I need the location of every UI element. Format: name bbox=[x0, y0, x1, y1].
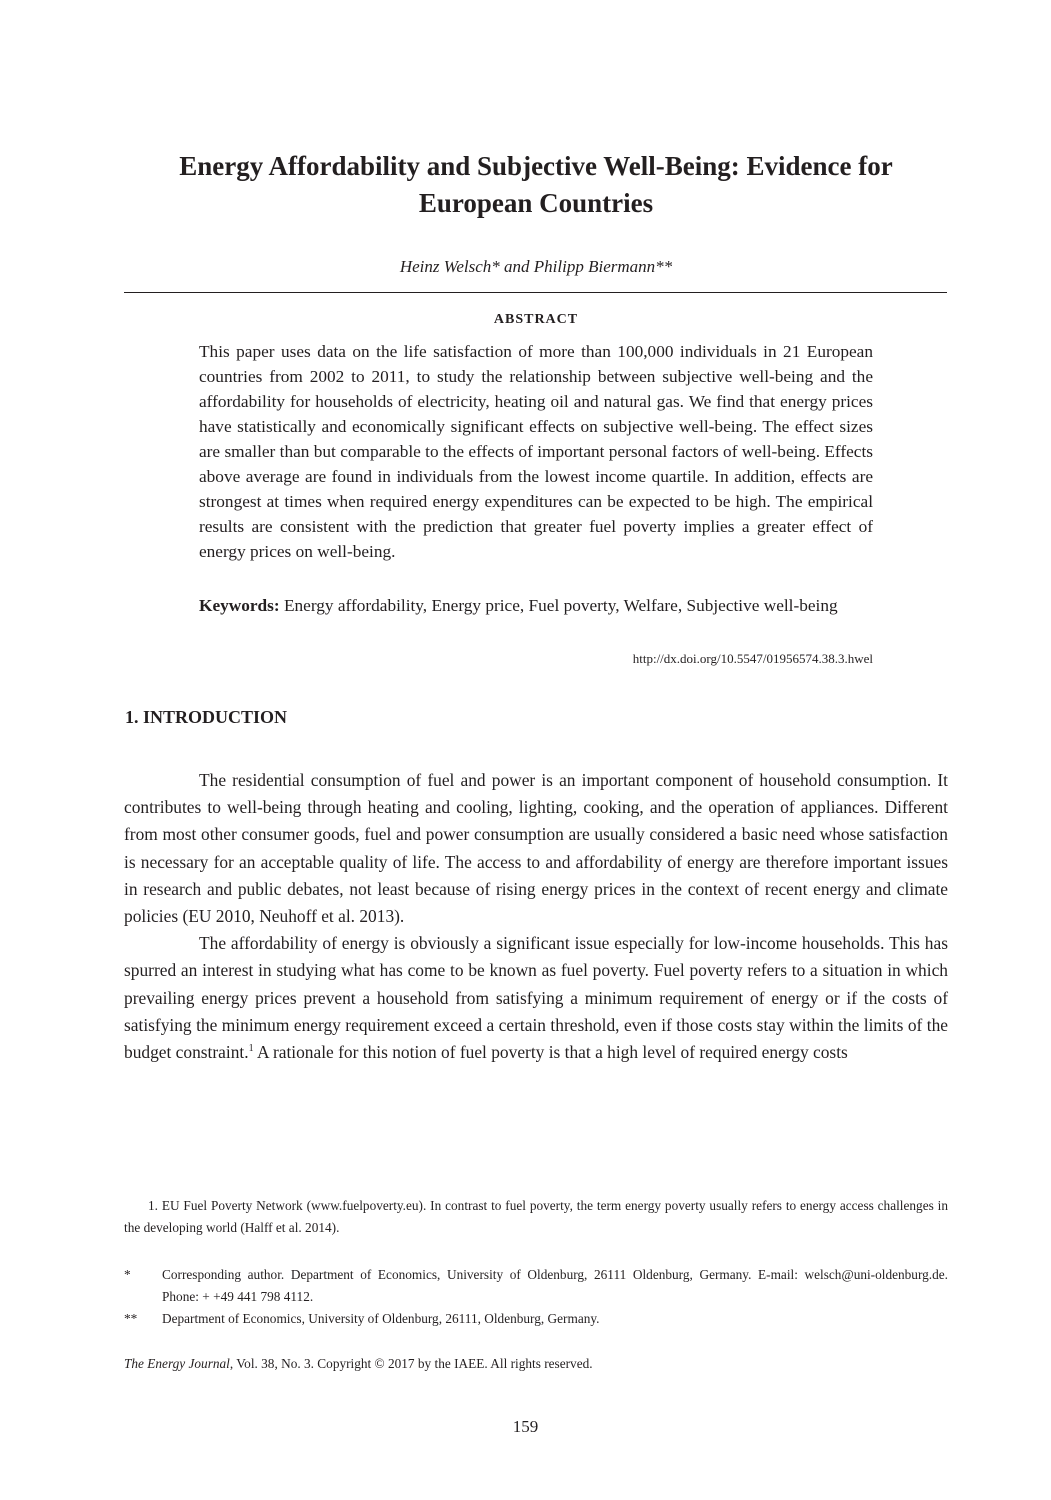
abstract-body bbox=[199, 339, 873, 564]
page-number: 159 bbox=[512, 1417, 539, 1436]
affiliation-2 bbox=[124, 1308, 948, 1330]
abstract-text: This paper uses data on the life satisfaction of more than 100,000 individuals in 21 European countries from 2002 to 2011, to study the relationship between subjective well-being and the affordability for households of electricity, heating oil and natural gas. We find that energy prices have statistically and economically significant effects on subjective well-being. The effect sizes are smaller than but comparable to the effects of important personal factors of well-being. Effects above average are found in individuals from the lowest income quartile. In addition, effects are strongest at times when required energy expenditures can be expected to be high. The empirical results are consistent with the prediction that greater fuel poverty implies a greater effect of energy prices on well-being. bbox=[199, 342, 873, 561]
paragraph-2-continued: A rationale for this notion of fuel poverty is that a high level of required energy costs bbox=[253, 1042, 848, 1063]
affiliation-1-text: Corresponding author. Department of Economics, University of Oldenburg, 26111 Oldenburg, Germany. E-mail: welsch@uni-oldenburg.de. Phone: + +49 441 798 4112. bbox=[162, 1267, 948, 1304]
footnote-ref[interactable]: 1 bbox=[248, 1043, 254, 1055]
paragraph-1: The residential consumption of fuel and power is an important component of household consumption. It contributes to well-being through heating and cooling, lighting, cooking, and the operation of appliances. Different from most other consumer goods, fuel and power consumption are usually considered a basic need whose satisfaction is necessary for an acceptable quality of life. The access to and affordability of energy are therefore important issues in research and public debates, not least because of rising energy prices in the context of recent energy and climate policies (EU 2010, Neuhoff et al. 2013). bbox=[124, 770, 948, 927]
keywords bbox=[199, 593, 873, 618]
doi-link[interactable]: http://dx.doi.org/10.5547/01956574.38.3.hwel bbox=[632, 651, 873, 666]
author-affiliations bbox=[124, 1264, 948, 1330]
author-line: Heinz Welsch* and Philipp Biermann** bbox=[399, 257, 673, 276]
paragraph-2 bbox=[124, 930, 948, 1066]
paper-title: Energy Affordability and Subjective Well-Being: Evidence for European Countries bbox=[179, 151, 893, 218]
paragraph-2-text: The affordability of energy is obviously a significant issue especially for low-income households. This has spurred an interest in studying what has come to be known as fuel poverty. Fuel poverty refers to a situation in which prevailing energy prices prevent a household from satisfying a minimum requirement of energy or if the costs of satisfying the minimum energy requirement exceed a certain threshold, even if those costs stay within the limits of the budget constraint. bbox=[124, 933, 948, 1063]
footnote-1-text: 1. EU Fuel Poverty Network (www.fuelpoverty.eu). In contrast to fuel poverty, the term energy poverty usually refers to energy access challenges in the developing world (Halff et al. 2014). bbox=[124, 1198, 948, 1235]
abstract-heading: ABSTRACT bbox=[493, 312, 579, 327]
affiliation-2-text: Department of Economics, University of Oldenburg, 26111, Oldenburg, Germany. bbox=[162, 1311, 600, 1326]
footnote-1 bbox=[124, 1195, 948, 1239]
keywords-list: Energy affordability, Energy price, Fuel poverty, Welfare, Subjective well-being bbox=[279, 596, 838, 615]
keywords-label: Keywords: bbox=[199, 596, 280, 615]
affiliation-1-mark: * bbox=[124, 1267, 131, 1282]
affiliation-2-mark: ** bbox=[124, 1311, 138, 1326]
journal-details: , Vol. 38, No. 3. Copyright © 2017 by the IAEE. All rights reserved. bbox=[229, 1356, 593, 1371]
section-body bbox=[124, 767, 948, 1066]
journal-name: The Energy Journal bbox=[124, 1356, 230, 1371]
affiliation-1 bbox=[124, 1264, 948, 1308]
header-divider bbox=[124, 292, 947, 293]
journal-citation bbox=[124, 1356, 593, 1372]
section-heading: 1. INTRODUCTION bbox=[125, 707, 288, 727]
